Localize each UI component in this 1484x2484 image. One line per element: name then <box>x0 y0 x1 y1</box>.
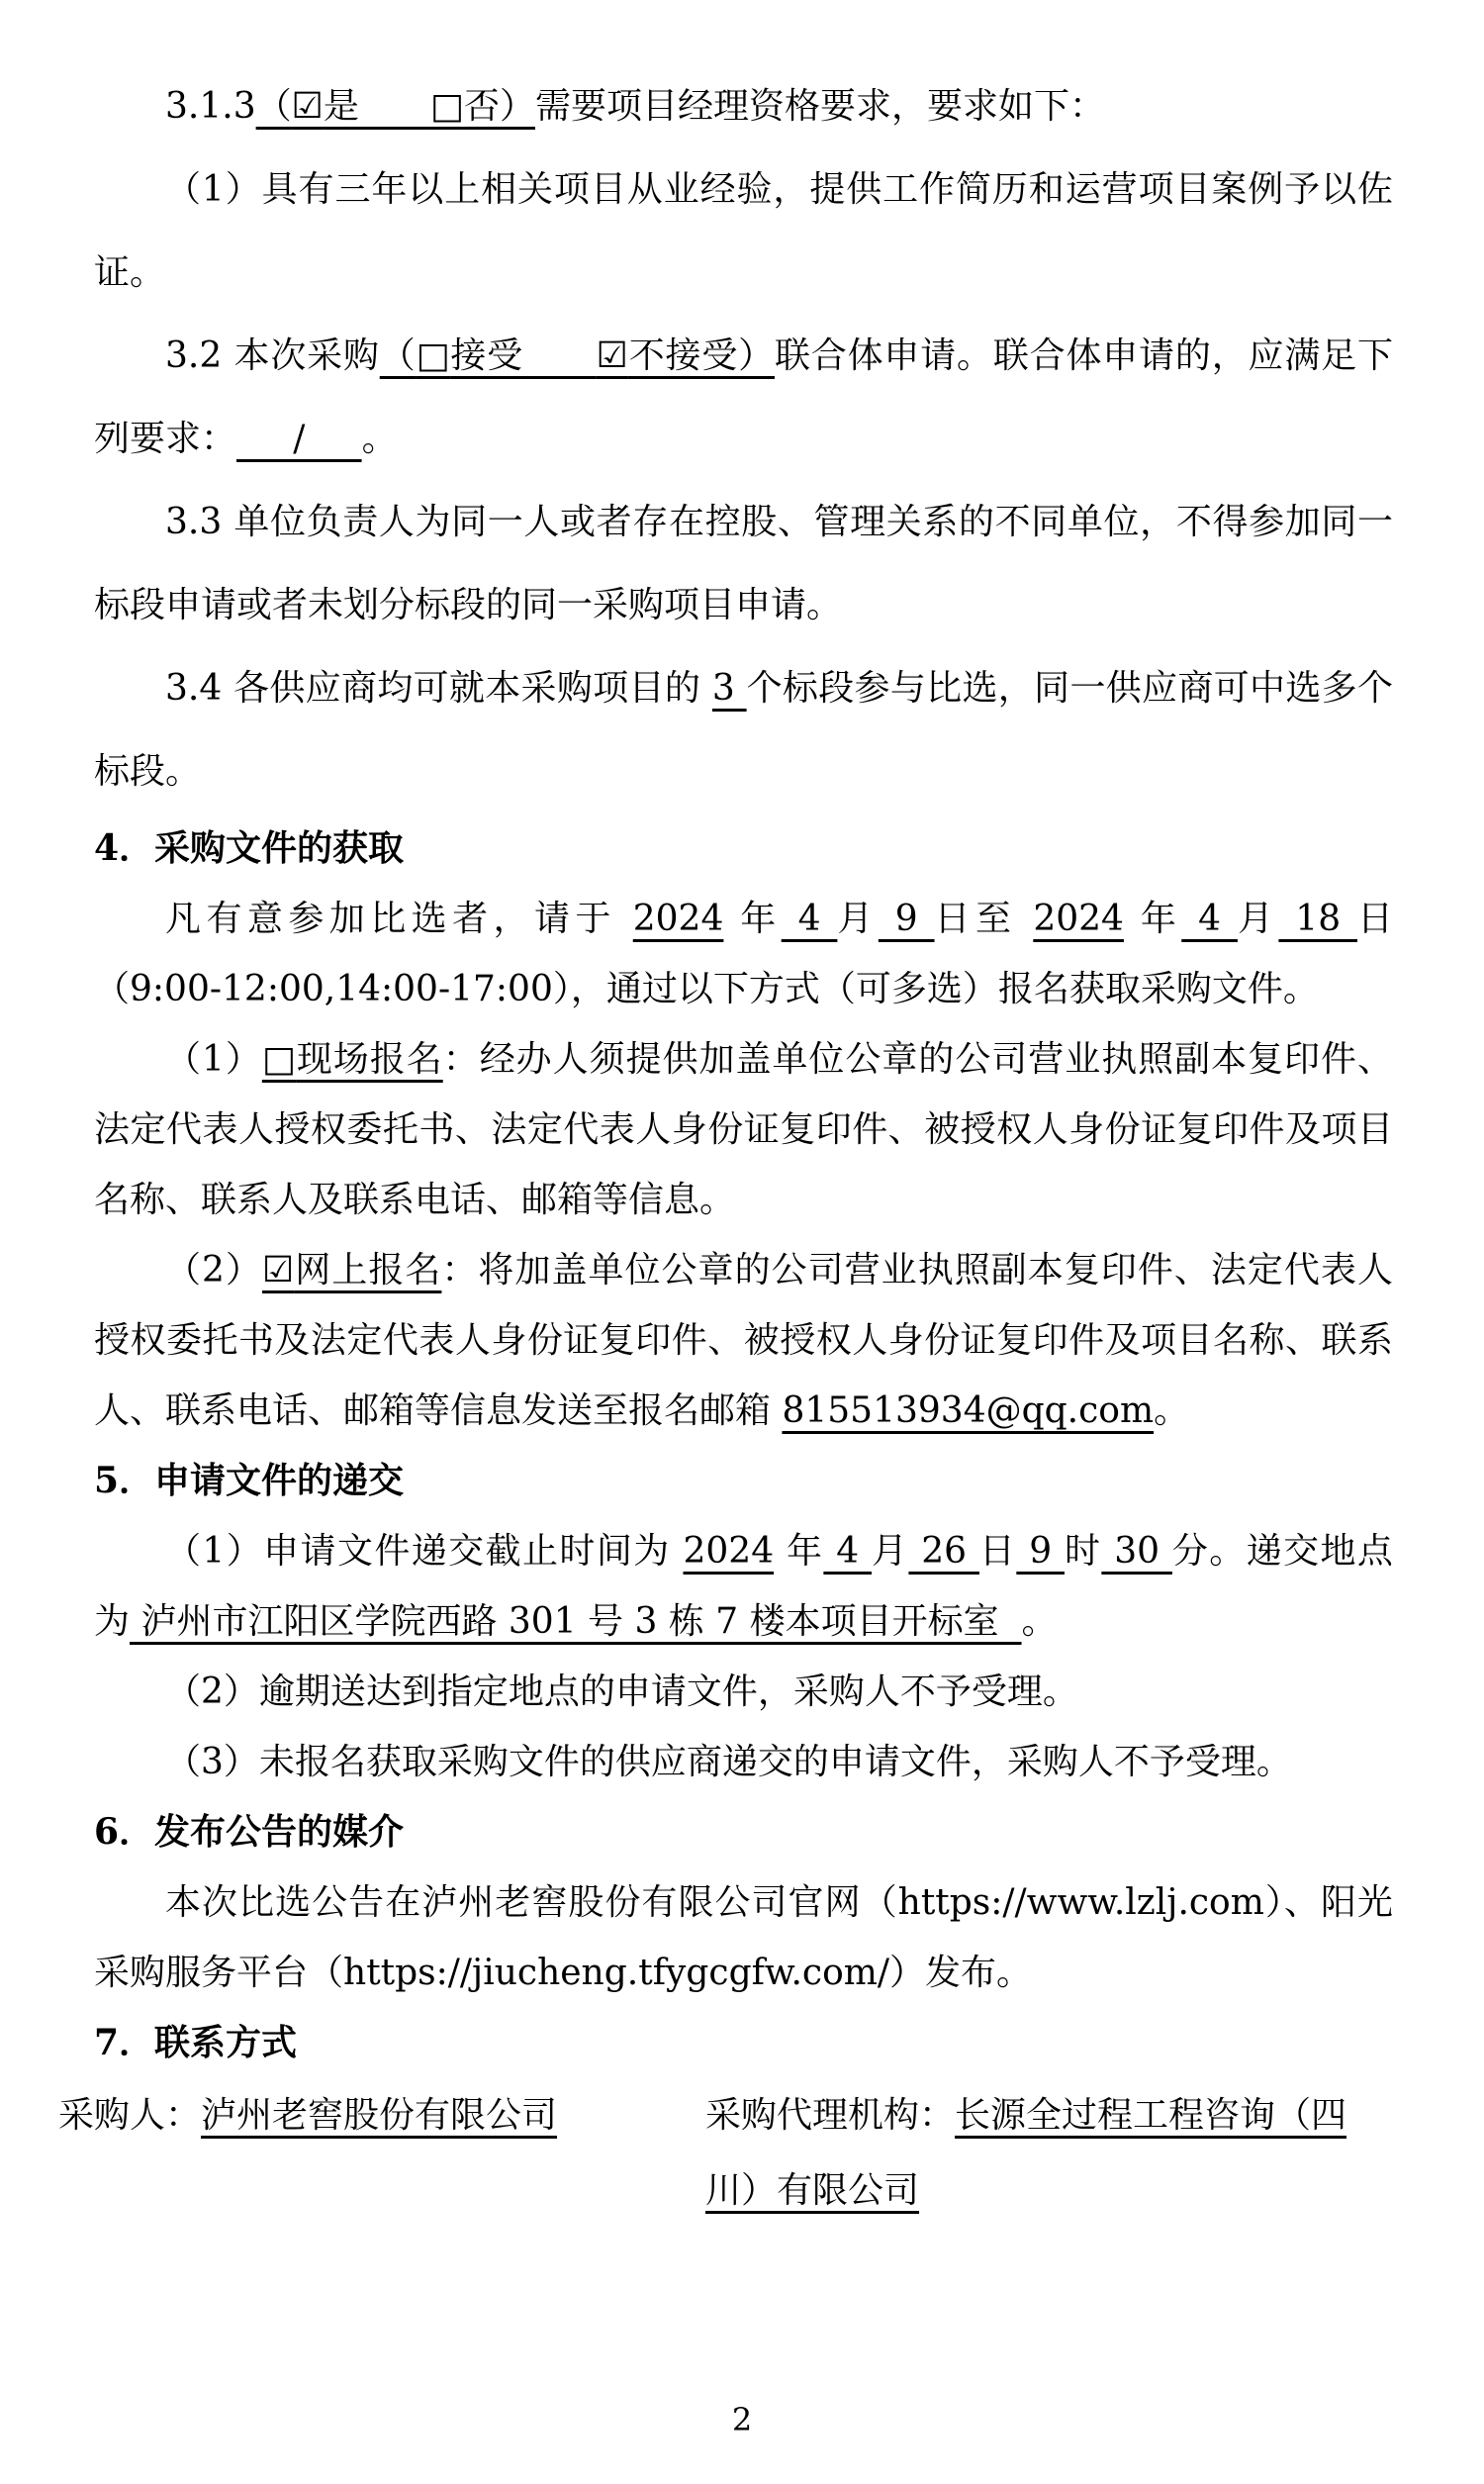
text-run: 。 <box>1154 1390 1190 1431</box>
deadline-minute-value: 30 <box>1101 1531 1172 1572</box>
para-onsite-registration <box>94 1024 1393 1235</box>
heading-section-5 <box>94 1446 1393 1516</box>
registration-email: 815513934@qq.com <box>782 1390 1155 1431</box>
checkbox-checked-icon: ☑ <box>291 86 324 127</box>
text-run: （2）逾期送达到指定地点的申请文件，采购人不予受理。 <box>165 1672 1078 1712</box>
text-run: 3.3 单位负责人为同一人或者存在控股、管理关系的不同单位，不得参加同一标段申请或者未划分标段的同一采购项目申请。 <box>94 502 1393 625</box>
text-run: 年 <box>1123 899 1182 939</box>
text-run: 年 <box>774 1531 824 1572</box>
item-number: （1） <box>165 1039 262 1080</box>
agency-contact <box>705 2078 1360 2229</box>
text-run: （1）申请文件递交截止时间为 <box>165 1531 684 1572</box>
heading-section-4 <box>94 813 1393 884</box>
blank-slash-field: / <box>236 419 362 459</box>
clause-3-3 <box>94 481 1393 647</box>
text-run: 需要项目经理资格要求，要求如下： <box>534 86 1105 127</box>
para-unregistered-submission <box>94 1727 1393 1797</box>
heading-text: 7．联系方式 <box>94 2022 298 2063</box>
text-run: （ <box>255 86 292 127</box>
business-hours: （9:00-12:00,14:00-17:00） <box>94 969 571 1009</box>
clause-number: 3.1.3 <box>165 86 256 127</box>
text-run: 。 <box>361 419 398 459</box>
text-run: 日 <box>978 1531 1017 1572</box>
agency-name: 长源全过程工程咨询（四川）有限公司 <box>705 2095 1347 2211</box>
clause-lead: 3.2 本次采购 <box>165 335 380 376</box>
clause-3-1-3 <box>94 65 1393 148</box>
choice-reject-label: 不接受） <box>627 335 775 376</box>
text-run: ：将加盖单位公章的公司营业执照副本复印件、法定代表人授权委托书及法定代表人身份证复印件、被授权人身份证复印件及项目名称、联系人、联系电话、邮箱等信息发送至报名邮箱 <box>94 1250 1393 1431</box>
buyer-contact <box>58 2078 557 2229</box>
agency-label: 采购代理机构： <box>705 2095 956 2136</box>
text-run: （3）未报名获取采购文件的供应商递交的申请文件，采购人不予受理。 <box>165 1742 1292 1782</box>
para-doc-acquisition <box>94 884 1393 1024</box>
text-run: （1）具有三年以上相关项目从业经验，提供工作简历和运营项目案例予以佐证。 <box>94 169 1393 293</box>
choice-no-label: 否） <box>463 86 535 127</box>
checkbox-unchecked-icon: □ <box>261 1039 297 1080</box>
submission-address: 泸州市江阳区学院西路 301 号 3 栋 7 楼本项目开标室 <box>130 1601 1022 1642</box>
heading-text: 5．申请文件的递交 <box>94 1460 405 1501</box>
option-label: 现场报名 <box>296 1039 443 1080</box>
lot-count-value: 3 <box>711 668 747 709</box>
text-run: 分。递交地点为 <box>94 1531 1393 1642</box>
text-run: 日至 <box>934 899 1034 939</box>
text-run: 月 <box>837 899 879 939</box>
start-month-value: 4 <box>781 899 838 939</box>
text-run: 凡有意参加比选者，请于 <box>165 899 633 939</box>
clause-3-4 <box>94 647 1393 813</box>
buyer-name: 泸州老窖股份有限公司 <box>201 2095 558 2136</box>
choice-yes-label: 是 <box>323 86 430 127</box>
text-run: （ <box>379 335 417 376</box>
heading-text: 6．发布公告的媒介 <box>94 1811 405 1853</box>
choice-accept-label: 接受 <box>450 335 597 376</box>
text-run: 月 <box>871 1531 909 1572</box>
heading-section-7 <box>94 2008 1393 2078</box>
underlined-choice-group <box>256 86 535 127</box>
document-content <box>58 65 1393 2229</box>
checkbox-checked-icon: ☑ <box>261 1250 295 1290</box>
deadline-month-value: 4 <box>823 1531 872 1572</box>
checkbox-unchecked-icon: □ <box>429 86 464 127</box>
text-run: ：经办人须提供加盖单位公章的公司营业执照副本复印件、法定代表人授权委托书、法定代表人身份证复印件、被授权人身份证复印件及项目名称、联系人及联系电话、邮箱等信息。 <box>94 1039 1393 1220</box>
heading-section-6 <box>94 1797 1393 1867</box>
start-year-value: 2024 <box>632 899 724 939</box>
buyer-label: 采购人： <box>58 2095 202 2136</box>
end-year-value: 2024 <box>1033 899 1124 939</box>
underlined-option <box>262 1039 443 1080</box>
option-label: 网上报名 <box>294 1250 442 1290</box>
text-run: ，通过以下方式（可多选）报名获取采购文件。 <box>570 969 1319 1009</box>
deadline-hour-value: 9 <box>1016 1531 1065 1572</box>
para-submission-deadline <box>94 1516 1393 1657</box>
text-run: 发布。 <box>925 1953 1033 1993</box>
end-day-value: 18 <box>1278 899 1357 939</box>
official-website-url: （https://www.lzlj.com） <box>861 1882 1284 1923</box>
deadline-day-value: 26 <box>908 1531 979 1572</box>
clause-3-1-3-item-1 <box>94 148 1393 315</box>
page-number: 2 <box>731 2401 753 2438</box>
text-run: 月 <box>1237 899 1279 939</box>
checkbox-unchecked-icon: □ <box>416 335 451 376</box>
text-run: 年 <box>723 899 782 939</box>
contact-row <box>58 2078 1393 2229</box>
underlined-option <box>262 1250 441 1290</box>
checkbox-checked-icon: ☑ <box>596 335 628 376</box>
text-run: 个标段参与比选，同一供应商可中选多个标段。 <box>94 668 1393 792</box>
clause-3-2 <box>94 315 1393 481</box>
clause-lead: 3.4 各供应商均可就本采购项目的 <box>165 668 712 709</box>
underlined-choice-group <box>380 335 775 376</box>
deadline-year-value: 2024 <box>683 1531 775 1572</box>
para-announcement-media <box>94 1867 1393 2008</box>
text-run: 日 <box>1356 899 1393 939</box>
item-number: （2） <box>165 1250 262 1290</box>
text-run: 时 <box>1064 1531 1102 1572</box>
text-run: 联合体申请。联合体申请的，应满足下列要求： <box>94 335 1393 459</box>
end-month-value: 4 <box>1181 899 1238 939</box>
text-run: 本次比选公告在泸州老窖股份有限公司官网 <box>165 1882 862 1923</box>
start-day-value: 9 <box>878 899 935 939</box>
text-run: 。 <box>1021 1601 1058 1642</box>
para-late-submission <box>94 1657 1393 1727</box>
heading-text: 4．采购文件的获取 <box>94 827 405 869</box>
text-run: 、阳光采购服务平台 <box>94 1882 1393 1993</box>
procurement-platform-url: （https://jiucheng.tfygcgfw.com/） <box>308 1953 926 1993</box>
para-online-registration <box>94 1235 1393 1446</box>
